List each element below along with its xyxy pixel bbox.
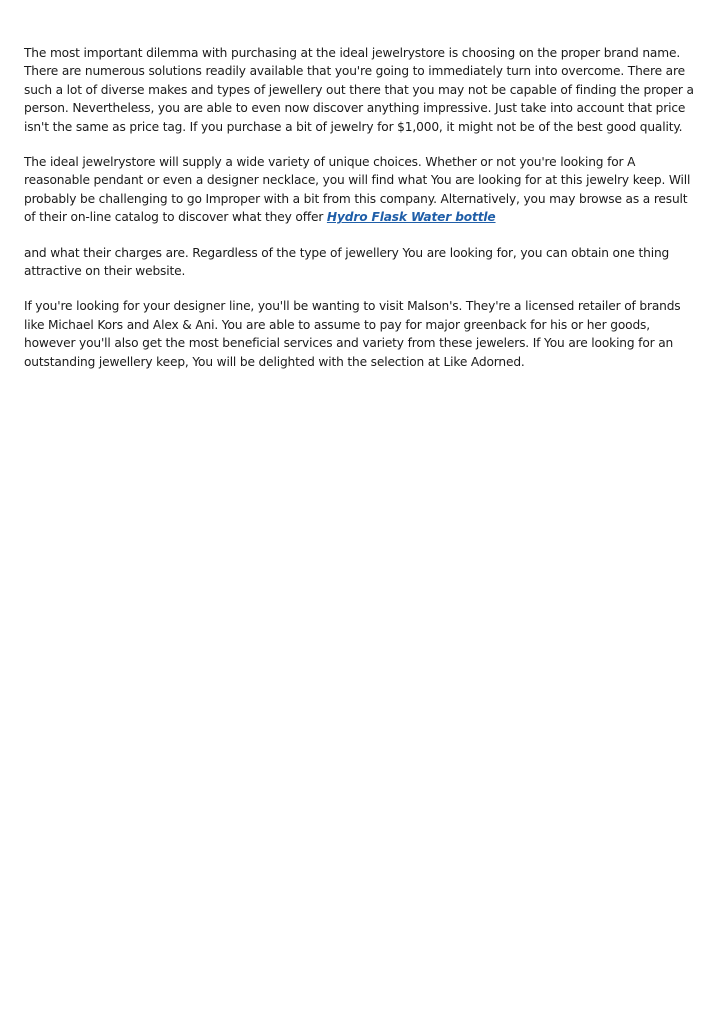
paragraph-2-text: The ideal jewelrystore will supply a wide variety of unique choices. Whether or not you're looking for A reasonable pendant or even a designer necklace, you will find what You are looking for at this jewelry keep. Will probably be challenging to go Improper with a bit from this company. Alternatively, you may browse as a result of their on-line catalog to discover what they offer (24, 155, 691, 225)
paragraph-3: and what their charges are. Regardless of the type of jewellery You are looking for, you can obtain one thing attractive on their website. (24, 245, 670, 279)
hydro-flask-link[interactable]: Hydro Flask Water bottle (326, 210, 496, 225)
paragraph-2 (24, 153, 702, 227)
document-page (24, 44, 702, 388)
paragraph-1: The most important dilemma with purchasing at the ideal jewelrystore is choosing on the proper brand name. There are numerous solutions readily available that you're going to immediately turn into overcome. There are such a lot of diverse makes and types of jewellery out there that you may not be capable of finding the proper a person. Nevertheless, you are able to even now discover anything impressive. Just take into account that price isn't the same as price tag. If you purchase a bit of jewelry for $1,000, it might not be of the best good quality. (24, 46, 694, 134)
paragraph-4: If you're looking for your designer line, you'll be wanting to visit Malson's. They're a licensed retailer of brands like Michael Kors and Alex & Ani. You are able to assume to pay for major greenback for his or her goods, however you'll also get the most beneficial services and variety from these jewelers. If You are looking for an outstanding jewellery keep, You will be delighted with the selection at Like Adorned. (24, 299, 681, 369)
